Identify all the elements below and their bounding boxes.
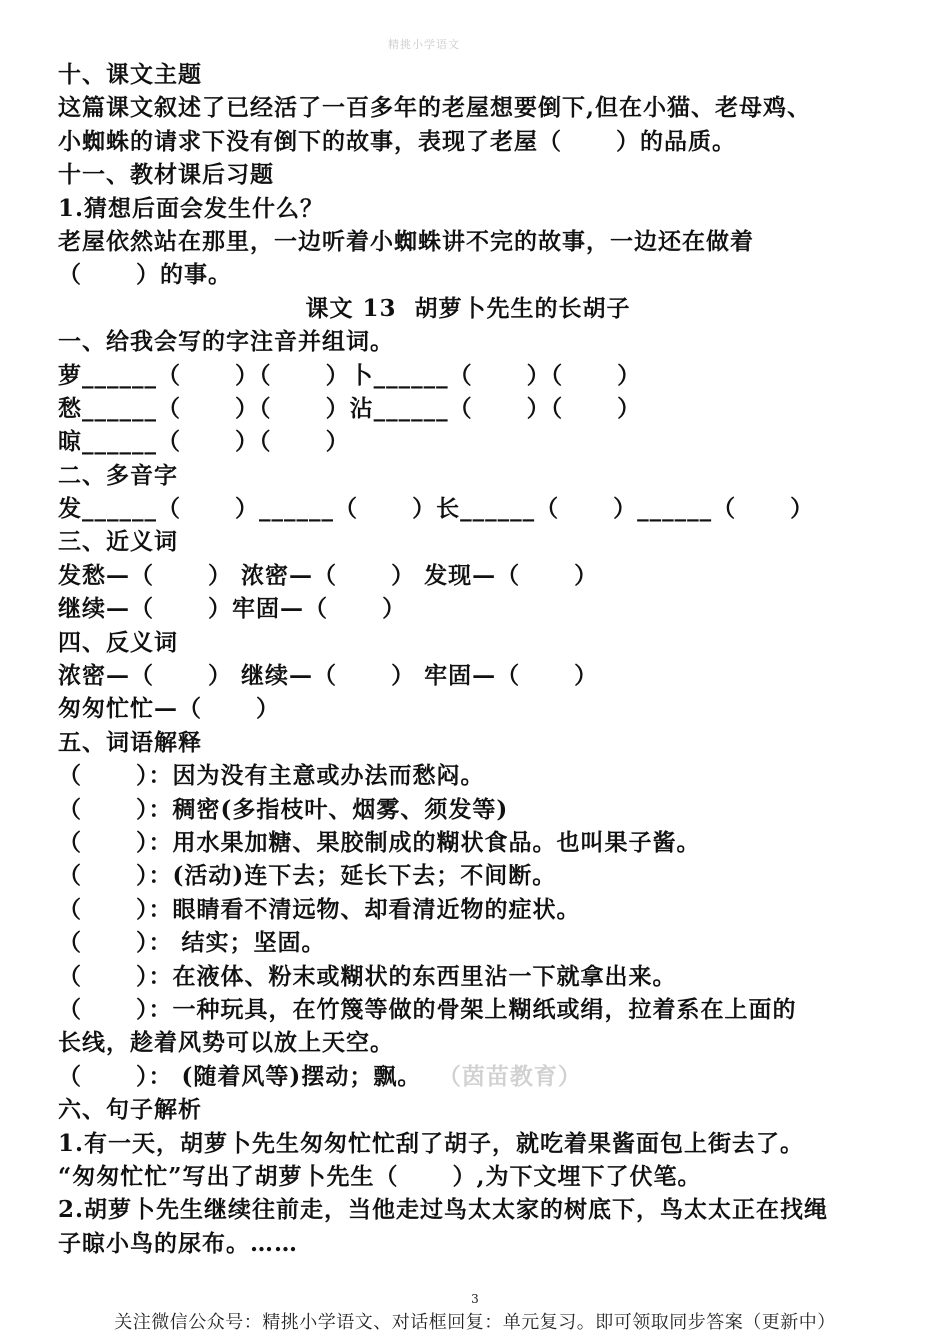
definition-row: （ ）：稠密(多指枝叶、烟雾、须发等) xyxy=(58,795,509,823)
section-heading-sentences: 六、句子解析 xyxy=(58,1096,202,1124)
definition-row: （ ）：(活动)连下去；延长下去；不间断。 xyxy=(58,862,557,890)
polyphones-row: 发______（ ）______（ ）长______（ ）______（ ） xyxy=(58,495,815,523)
exercise-text-line: （ ）的事。 xyxy=(58,261,233,289)
section-heading-exercises: 十一、教材课后习题 xyxy=(58,161,274,189)
exercise-question: 1.猜想后面会发生什么？ xyxy=(58,194,325,222)
stamp-watermark: （茵苗教育） xyxy=(449,1062,582,1090)
synonyms-row: 继续—（ ）牢固—（ ） xyxy=(58,595,407,623)
section-heading-synonyms: 三、近义词 xyxy=(58,528,178,556)
definition-row-with-stamp xyxy=(58,1060,908,1093)
definition-text: （ ）： (随着风等)摆动；飘。 xyxy=(58,1062,422,1090)
theme-text-line: 这篇课文叙述了已经活了一百多年的老屋想要倒下,但在小猫、老母鸡、 xyxy=(58,94,812,122)
definition-row: （ ）：用水果加糖、果胶制成的糊状食品。也叫果子酱。 xyxy=(58,828,701,856)
sentence-row: “匆匆忙忙”写出了胡萝卜先生（ ）,为下文埋下了伏笔。 xyxy=(58,1162,702,1190)
definition-row: （ ）： 结实；坚固。 xyxy=(58,929,326,957)
page-number: 3 xyxy=(471,1292,479,1306)
phonetics-row: 萝______（ ）（ ）卜______（ ）（ ） xyxy=(58,361,642,389)
section-heading-antonyms: 四、反义词 xyxy=(58,628,178,656)
section-heading-polyphones: 二、多音字 xyxy=(58,461,178,489)
document-page xyxy=(58,58,908,1260)
section-heading-phonetics: 一、给我会写的字注音并组词。 xyxy=(58,328,394,356)
section-heading-definitions: 五、词语解释 xyxy=(58,728,202,756)
sentence-row: 1.有一天，胡萝卜先生匆匆忙忙刮了胡子，就吃着果酱面包上街去了。 xyxy=(58,1129,805,1157)
definition-row: （ ）：眼睛看不清远物、却看清近物的症状。 xyxy=(58,895,581,923)
definition-row: （ ）：在液体、粉末或糊状的东西里沾一下就拿出来。 xyxy=(58,962,677,990)
section-heading-theme: 十、课文主题 xyxy=(58,61,202,88)
phonetics-row: 愁______（ ）（ ）沾______（ ）（ ） xyxy=(58,394,642,422)
exercise-text-line: 老屋依然站在那里，一边听着小蜘蛛讲不完的故事，一边还在做着 xyxy=(58,227,754,255)
sentence-row: 子晾小鸟的尿布。…… xyxy=(58,1229,298,1257)
phonetics-row: 晾______（ ）（ ） xyxy=(58,428,350,456)
definition-row: （ ）：一种玩具，在竹篾等做的骨架上糊纸或绢，拉着系在上面的 xyxy=(58,995,797,1023)
header-watermark: 精挑小学语文 xyxy=(388,38,460,51)
synonyms-row: 发愁—（ ） 浓密—（ ） 发现—（ ） xyxy=(58,561,599,589)
definition-row-continued: 长线，趁着风势可以放上天空。 xyxy=(58,1029,394,1057)
sentence-row: 2.胡萝卜先生继续往前走，当他走过鸟太太家的树底下，鸟太太正在找绳 xyxy=(58,1196,829,1224)
definition-row: （ ）：因为没有主意或办法而愁闷。 xyxy=(58,762,485,790)
antonyms-row: 匆匆忙忙—（ ） xyxy=(58,695,281,723)
antonyms-row: 浓密—（ ） 继续—（ ） 牢固—（ ） xyxy=(58,662,599,690)
theme-text-line: 小蜘蛛的请求下没有倒下的故事，表现了老屋（ ）的品质。 xyxy=(58,127,737,155)
lesson-title: 课文 13 胡萝卜先生的长胡子 xyxy=(305,294,631,322)
footer-note: 关注微信公众号：精挑小学语文、对话框回复：单元复习。即可领取同步答案（更新中） xyxy=(114,1312,836,1333)
